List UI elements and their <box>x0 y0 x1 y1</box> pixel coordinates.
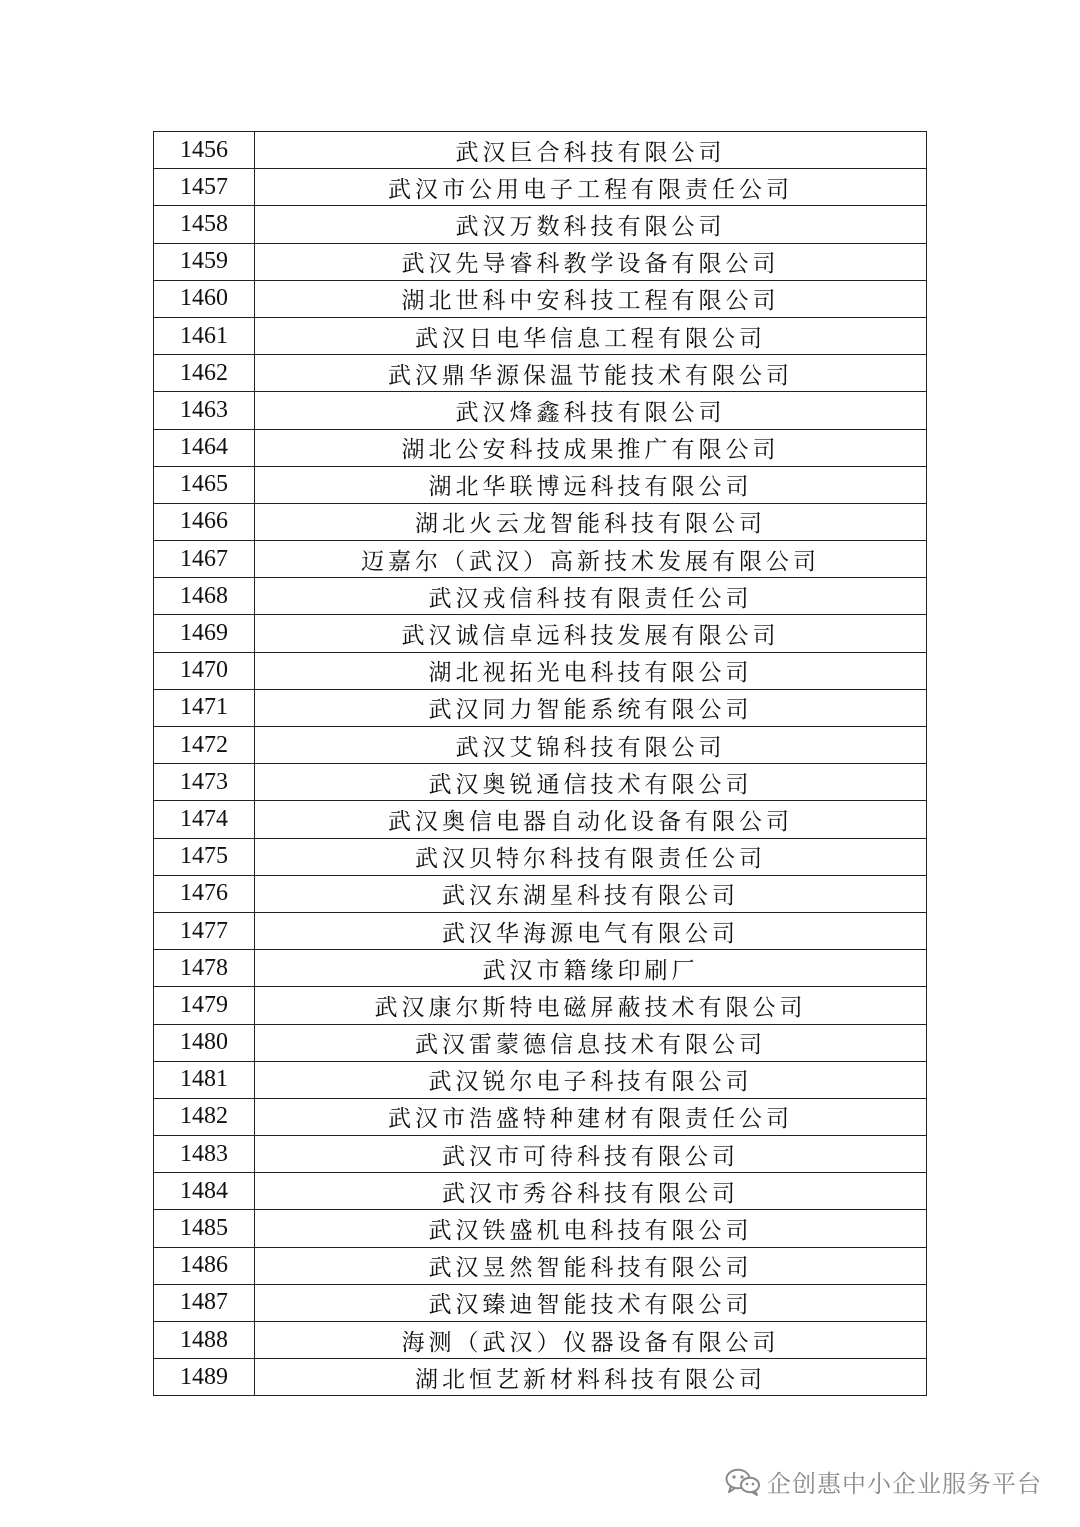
table-row <box>154 503 927 540</box>
table-row <box>154 392 927 429</box>
company-name: 湖北视拓光电科技有限公司 <box>255 652 927 689</box>
company-name: 武汉华海源电气有限公司 <box>255 912 927 949</box>
company-name: 武汉同力智能系统有限公司 <box>255 689 927 726</box>
row-number: 1472 <box>154 727 255 764</box>
company-name: 武汉东湖星科技有限公司 <box>255 875 927 912</box>
table-row <box>154 1359 927 1396</box>
row-number: 1460 <box>154 280 255 317</box>
table-row <box>154 764 927 801</box>
company-name: 武汉雷蒙德信息技术有限公司 <box>255 1024 927 1061</box>
row-number: 1458 <box>154 206 255 243</box>
company-name: 武汉臻迪智能技术有限公司 <box>255 1284 927 1321</box>
row-number: 1459 <box>154 243 255 280</box>
table-row <box>154 1322 927 1359</box>
table-row <box>154 206 927 243</box>
table-row <box>154 1136 927 1173</box>
company-name: 武汉市可待科技有限公司 <box>255 1136 927 1173</box>
row-number: 1480 <box>154 1024 255 1061</box>
table-body <box>154 132 927 1396</box>
watermark <box>725 1464 1042 1499</box>
company-list-table <box>153 131 927 1396</box>
table-row <box>154 466 927 503</box>
company-name: 武汉诚信卓远科技发展有限公司 <box>255 615 927 652</box>
table-row <box>154 429 927 466</box>
table-row <box>154 355 927 392</box>
wechat-icon <box>725 1468 761 1496</box>
row-number: 1456 <box>154 132 255 169</box>
company-name: 武汉巨合科技有限公司 <box>255 132 927 169</box>
table-row <box>154 317 927 354</box>
row-number: 1486 <box>154 1247 255 1284</box>
table-row <box>154 1098 927 1135</box>
row-number: 1478 <box>154 950 255 987</box>
table-row <box>154 132 927 169</box>
company-name: 迈嘉尔（武汉）高新技术发展有限公司 <box>255 541 927 578</box>
row-number: 1483 <box>154 1136 255 1173</box>
watermark-text: 企创惠中小企业服务平台 <box>767 1470 1042 1498</box>
table-row <box>154 1061 927 1098</box>
company-name: 武汉市籍缘印刷厂 <box>255 950 927 987</box>
row-number: 1473 <box>154 764 255 801</box>
row-number: 1471 <box>154 689 255 726</box>
row-number: 1469 <box>154 615 255 652</box>
row-number: 1467 <box>154 541 255 578</box>
row-number: 1484 <box>154 1173 255 1210</box>
table-row <box>154 838 927 875</box>
company-name: 武汉先导睿科教学设备有限公司 <box>255 243 927 280</box>
table-row <box>154 652 927 689</box>
company-name: 武汉日电华信息工程有限公司 <box>255 317 927 354</box>
company-name: 武汉锐尔电子科技有限公司 <box>255 1061 927 1098</box>
table-row <box>154 280 927 317</box>
row-number: 1463 <box>154 392 255 429</box>
table-row <box>154 1173 927 1210</box>
company-name: 武汉市公用电子工程有限责任公司 <box>255 169 927 206</box>
company-name: 武汉艾锦科技有限公司 <box>255 727 927 764</box>
row-number: 1475 <box>154 838 255 875</box>
company-name: 武汉市浩盛特种建材有限责任公司 <box>255 1098 927 1135</box>
table-row <box>154 243 927 280</box>
company-name: 武汉万数科技有限公司 <box>255 206 927 243</box>
company-name: 武汉烽鑫科技有限公司 <box>255 392 927 429</box>
company-name: 武汉鼎华源保温节能技术有限公司 <box>255 355 927 392</box>
row-number: 1461 <box>154 317 255 354</box>
row-number: 1488 <box>154 1322 255 1359</box>
row-number: 1487 <box>154 1284 255 1321</box>
row-number: 1477 <box>154 912 255 949</box>
company-name: 湖北火云龙智能科技有限公司 <box>255 503 927 540</box>
table-row <box>154 578 927 615</box>
row-number: 1464 <box>154 429 255 466</box>
table-row <box>154 875 927 912</box>
table-row <box>154 727 927 764</box>
row-number: 1476 <box>154 875 255 912</box>
row-number: 1479 <box>154 987 255 1024</box>
company-name: 湖北恒艺新材料科技有限公司 <box>255 1359 927 1396</box>
row-number: 1470 <box>154 652 255 689</box>
company-name: 武汉铁盛机电科技有限公司 <box>255 1210 927 1247</box>
table-row <box>154 615 927 652</box>
company-name: 武汉戎信科技有限责任公司 <box>255 578 927 615</box>
company-name: 湖北世科中安科技工程有限公司 <box>255 280 927 317</box>
table-row <box>154 1210 927 1247</box>
row-number: 1489 <box>154 1359 255 1396</box>
row-number: 1462 <box>154 355 255 392</box>
table-row <box>154 1024 927 1061</box>
row-number: 1468 <box>154 578 255 615</box>
table-row <box>154 541 927 578</box>
company-name: 海测（武汉）仪器设备有限公司 <box>255 1322 927 1359</box>
table-row <box>154 169 927 206</box>
company-name: 武汉康尔斯特电磁屏蔽技术有限公司 <box>255 987 927 1024</box>
row-number: 1481 <box>154 1061 255 1098</box>
row-number: 1474 <box>154 801 255 838</box>
company-name: 武汉贝特尔科技有限责任公司 <box>255 838 927 875</box>
row-number: 1457 <box>154 169 255 206</box>
table-row <box>154 801 927 838</box>
table-row <box>154 1247 927 1284</box>
table-row <box>154 912 927 949</box>
company-name: 武汉昱然智能科技有限公司 <box>255 1247 927 1284</box>
company-name: 武汉奥锐通信技术有限公司 <box>255 764 927 801</box>
row-number: 1482 <box>154 1098 255 1135</box>
table-row <box>154 689 927 726</box>
table-row <box>154 950 927 987</box>
row-number: 1466 <box>154 503 255 540</box>
company-name: 湖北公安科技成果推广有限公司 <box>255 429 927 466</box>
table-row <box>154 987 927 1024</box>
row-number: 1465 <box>154 466 255 503</box>
table-row <box>154 1284 927 1321</box>
row-number: 1485 <box>154 1210 255 1247</box>
company-name: 湖北华联博远科技有限公司 <box>255 466 927 503</box>
company-name: 武汉奥信电器自动化设备有限公司 <box>255 801 927 838</box>
company-name: 武汉市秀谷科技有限公司 <box>255 1173 927 1210</box>
